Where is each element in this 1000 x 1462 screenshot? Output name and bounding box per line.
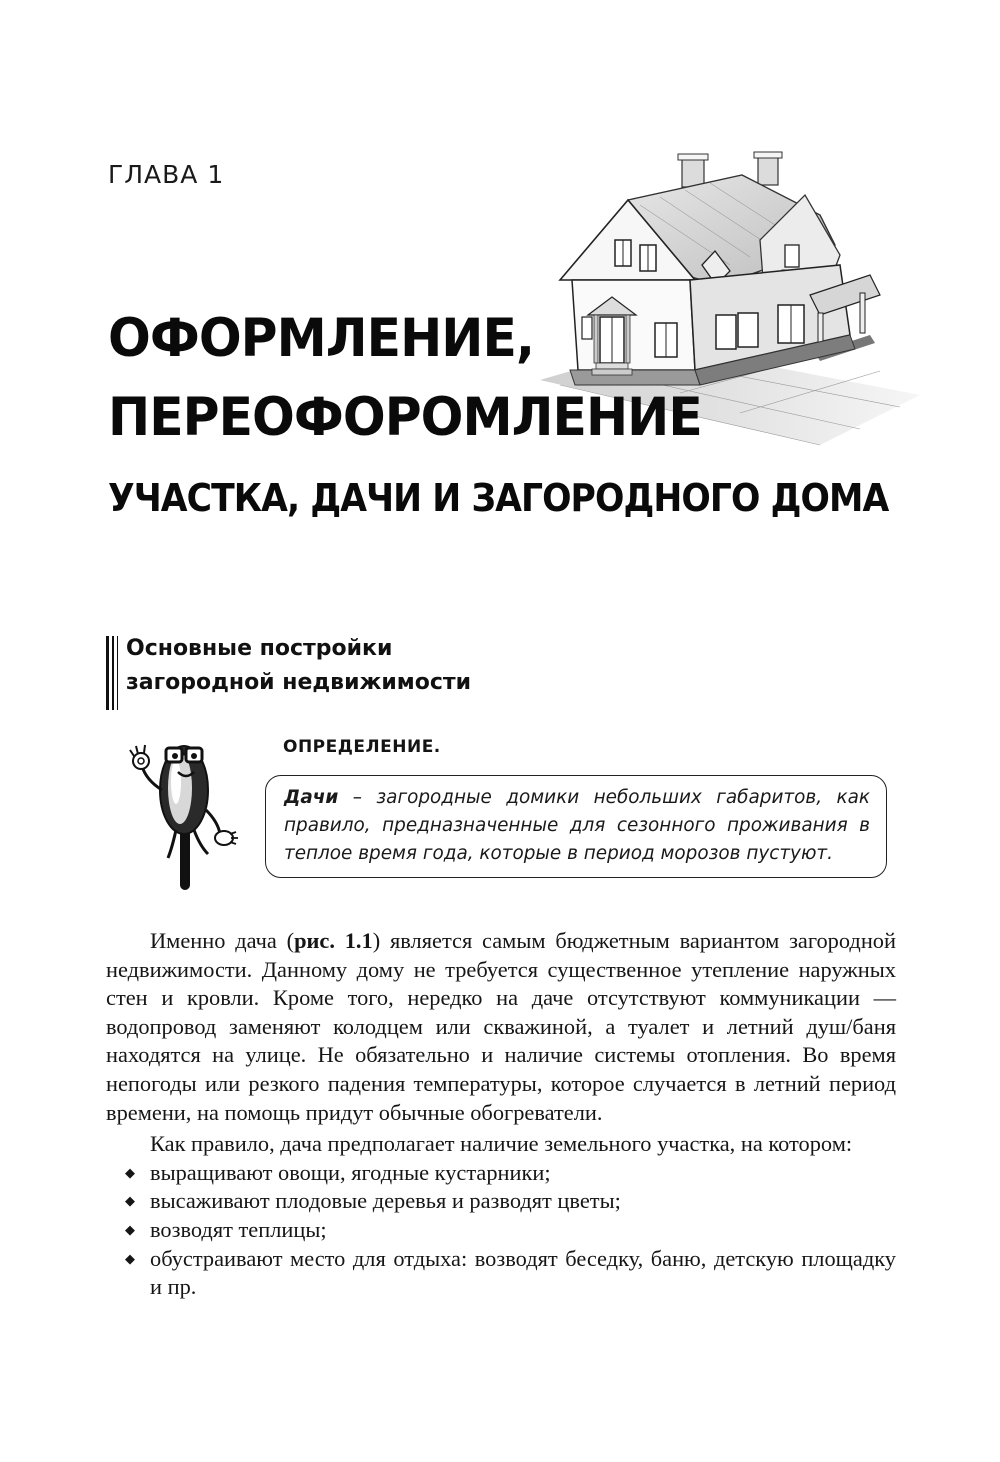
section-heading-line-2: загородной недвижимости [126, 670, 472, 695]
paragraph-1-rest: ) является самым бюджетным вариантом загородной недвижимости. Данному дому не требуется существенное утепление наружных стен и кровли. Кроме того, нередко на даче отсутствуют коммуникации — водопровод заменяют колодцем или скважиной, а туалет и летний душ/баня находятся на улице. Не обязательно и наличие системы отопления. Во время непогоды или резкого падения температуры, которое случается в летний период времени, на помощь придут обычные обогреватели. [106, 928, 896, 1125]
definition-box [265, 775, 887, 878]
title-line-3: УЧАСТКА, ДАЧИ И ЗАГОРОДНОГО ДОМА [108, 476, 889, 520]
magnifier-mascot-icon [128, 730, 240, 895]
bullet-icon [125, 1159, 135, 1188]
list-item [106, 1159, 896, 1188]
definition-term: Дачи [284, 787, 339, 808]
list-item [106, 1187, 896, 1216]
list-item-text: выращивают овощи, ягодные кустарники; [150, 1159, 551, 1185]
section-heading-line-1: Основные постройки [126, 636, 393, 661]
paragraph-1-start: Именно дача ( [150, 928, 295, 953]
chapter-label: ГЛАВА 1 [108, 160, 225, 189]
list-item-text: обустраивают место для отдыха: возводят беседку, баню, детскую площадку и пр. [150, 1245, 896, 1300]
bullet-list [106, 1159, 896, 1302]
heading-bar-decoration [106, 636, 109, 710]
section-heading-text [126, 632, 626, 700]
figure-reference: рис. 1.1 [294, 928, 373, 953]
title-line-2: ПЕРЕОФОРОМЛЕНИЕ [108, 387, 702, 448]
title-line-1: ОФОРМЛЕНИЕ, [108, 308, 535, 369]
body-text [106, 927, 896, 1302]
definition-text: – загородные домики небольших габаритов, как правило, предназначенные для сезонного проживания в теплое время года, которые в период морозов пустуют. [284, 787, 870, 864]
list-item-text: высаживают плодовые деревья и разводят цветы; [150, 1188, 621, 1214]
paragraph-1 [106, 927, 896, 1127]
heading-bar-decoration [112, 636, 114, 710]
list-item [106, 1216, 896, 1245]
heading-bar-decoration [117, 636, 118, 710]
bullet-icon [125, 1187, 135, 1216]
definition-label: ОПРЕДЕЛЕНИЕ. [283, 737, 441, 757]
bullet-icon [125, 1216, 135, 1245]
list-item [106, 1245, 896, 1302]
paragraph-2: Как правило, дача предполагает наличие земельного участка, на котором: [150, 1131, 853, 1157]
list-item-text: возводят теплицы; [150, 1216, 327, 1242]
bullet-icon [125, 1245, 135, 1274]
